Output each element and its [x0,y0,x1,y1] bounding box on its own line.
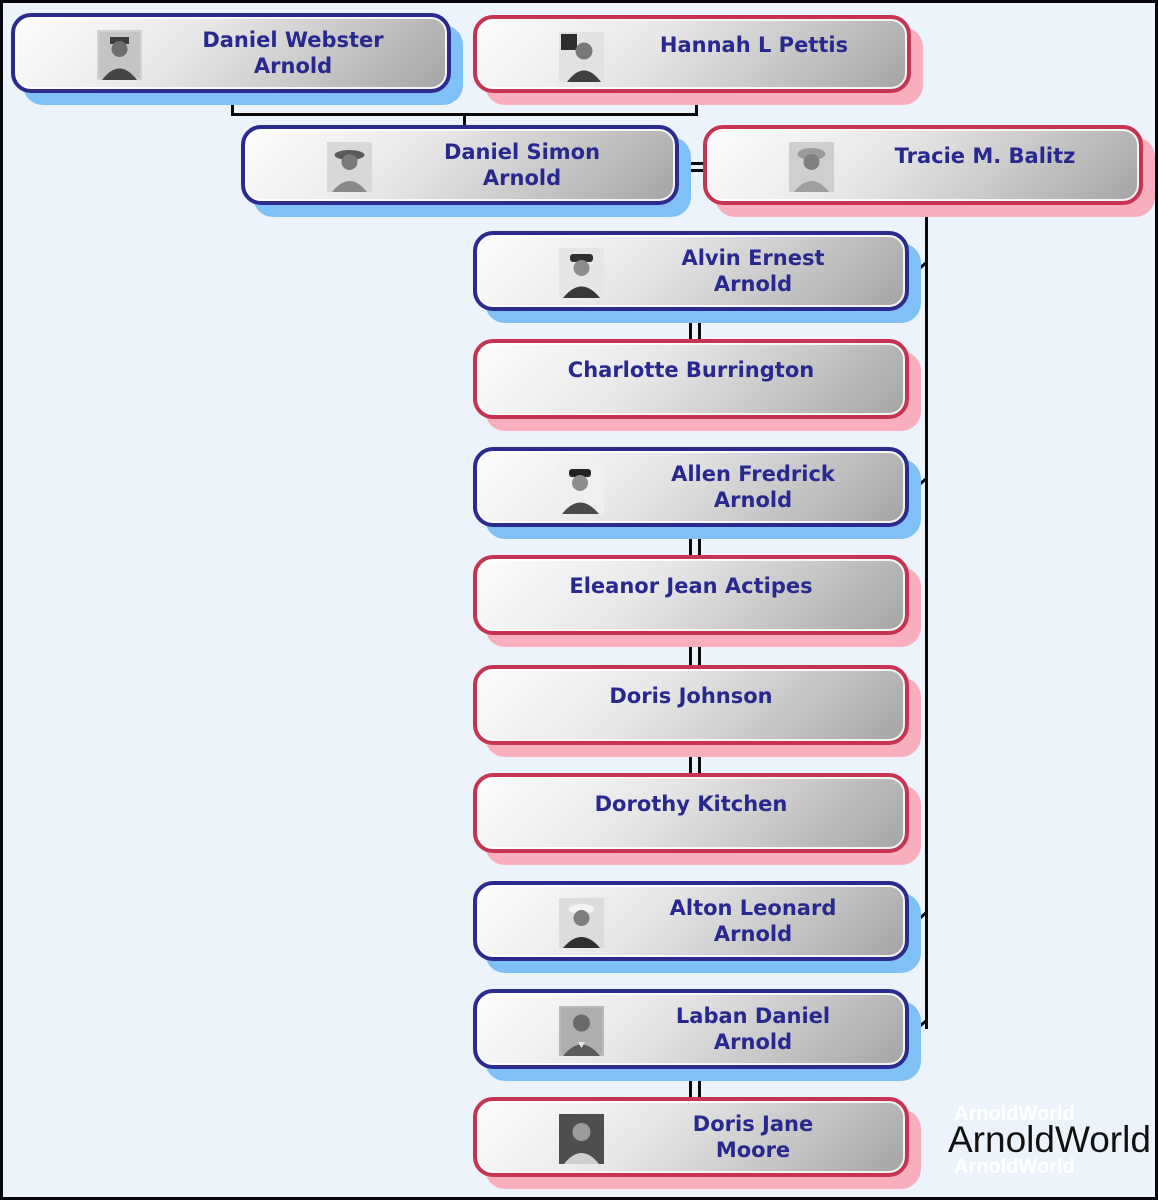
person-box-alvin-ernest-arnold[interactable] [473,231,909,311]
person-box-tracie-m-balitz[interactable] [703,125,1143,205]
person-name-line: Alvin Ernest [681,246,825,270]
person-box-daniel-simon-arnold[interactable] [241,125,679,205]
person-name-line: Daniel Webster [202,28,384,52]
person-name-line: Arnold [713,488,793,512]
person-name-line: Laban Daniel [675,1004,831,1028]
person-box-dorothy-kitchen[interactable] [473,773,909,853]
person-name-line: Dorothy Kitchen [594,792,788,816]
marriage-pipe [698,1069,701,1099]
watermark-arnoldworld-main: ArnoldWorld [948,1119,1151,1160]
person-name-line: Daniel Simon [443,140,601,164]
person-box-daniel-webster-arnold[interactable] [11,13,451,93]
person-name-line: Allen Fredrick [671,462,835,486]
person-box-charlotte-burrington[interactable] [473,339,909,419]
marriage-equals-line [681,162,704,165]
person-box-doris-jane-moore[interactable] [473,1097,909,1177]
person-name-line: Arnold [713,922,793,946]
portrait-photo [559,898,604,948]
portrait-photo [559,248,604,298]
person-box-hannah-l-pettis[interactable] [473,15,911,93]
portrait-photo [559,32,604,82]
portrait-photo [559,1006,604,1056]
person-name-line: Arnold [253,54,333,78]
person-name-line: Hannah L Pettis [659,33,849,57]
connector-descendant-spine [925,207,928,1029]
person-box-eleanor-jean-actipes[interactable] [473,555,909,635]
person-name-line: Alton Leonard [669,896,837,920]
person-name-line: Doris Jane [692,1112,814,1136]
person-box-alton-leonard-arnold[interactable] [473,881,909,961]
connector-stub-hannah [695,93,698,116]
portrait-photo [559,464,604,514]
marriage-equals-line [681,169,704,172]
person-name-line: Doris Johnson [609,684,773,708]
person-name-line: Arnold [482,166,562,190]
marriage-pipe [689,1069,692,1099]
person-box-doris-johnson[interactable] [473,665,909,745]
portrait-photo [97,30,142,80]
portrait-photo [559,1114,604,1164]
person-name-line: Charlotte Burrington [567,358,815,382]
person-name-line: Moore [715,1138,791,1162]
person-box-allen-fredrick-arnold[interactable] [473,447,909,527]
person-name-line: Arnold [713,1030,793,1054]
person-box-laban-daniel-arnold[interactable] [473,989,909,1069]
person-name-line: Tracie M. Balitz [894,144,1076,168]
portrait-photo [327,142,372,192]
person-name-line: Arnold [713,272,793,296]
watermark-arnoldworld-top: ArnoldWorld [954,1103,1075,1125]
watermark-arnoldworld-bottom: ArnoldWorld [954,1156,1075,1178]
person-name-line: Eleanor Jean Actipes [569,574,813,598]
portrait-photo [789,142,834,192]
